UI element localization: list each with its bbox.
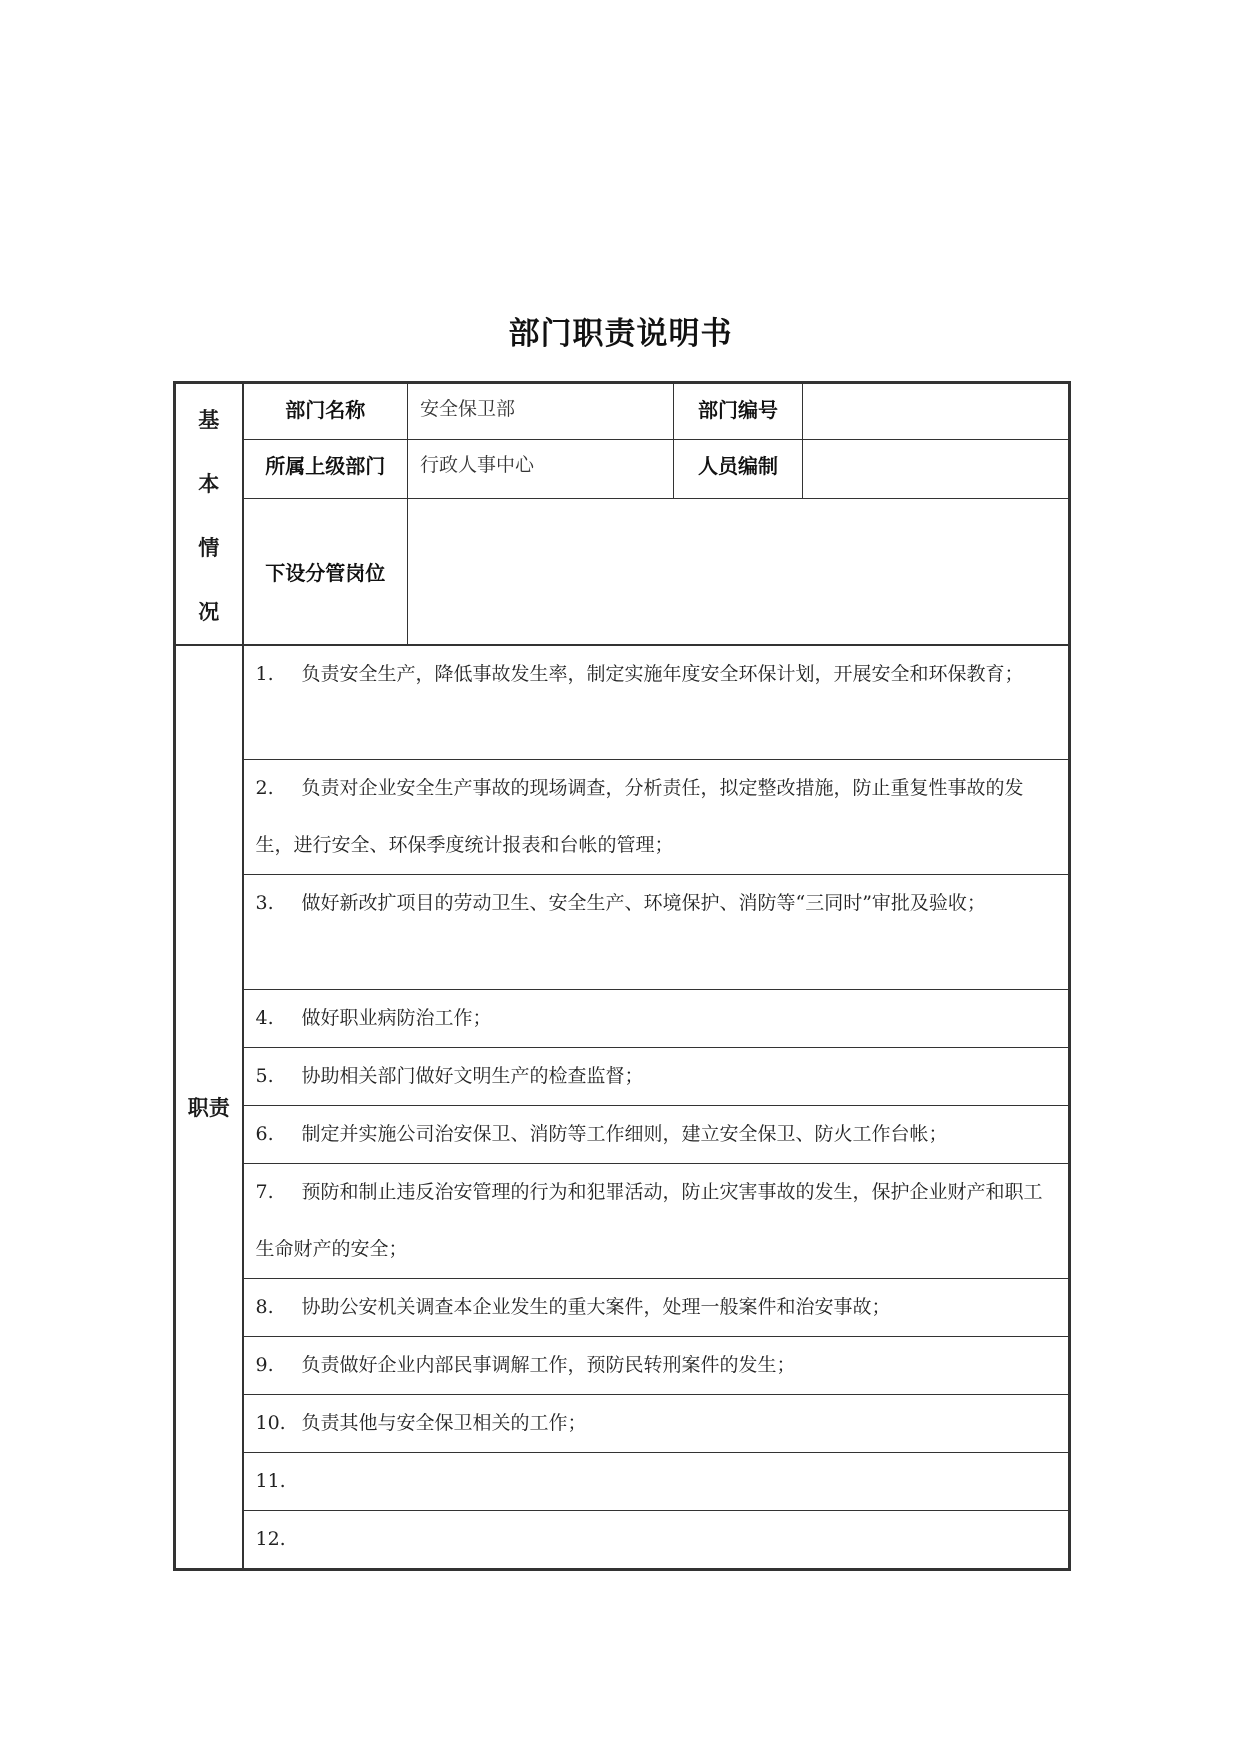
- dept-code-label: 部门编号: [674, 383, 803, 440]
- duties-section-label: 职责: [175, 645, 243, 1569]
- duty-item: 9. 负责做好企业内部民事调解工作，预防民转刑案件的发生；: [243, 1336, 1070, 1394]
- duty-item: 10. 负责其他与安全保卫相关的工作；: [243, 1394, 1070, 1452]
- page-title: 部门职责说明书: [508, 316, 733, 352]
- basic-info-section-label: 基本情况: [175, 383, 243, 646]
- staffing-label: 人员编制: [674, 440, 803, 498]
- dept-name-value[interactable]: 安全保卫部: [408, 383, 674, 440]
- duty-item: 4. 做好职业病防治工作；: [243, 989, 1070, 1047]
- duty-item[interactable]: 12.: [243, 1510, 1070, 1569]
- sub-positions-value[interactable]: [408, 498, 1070, 645]
- dept-code-value[interactable]: [803, 383, 1070, 440]
- department-responsibility-table: [173, 381, 1071, 1571]
- duty-item: 7. 预防和制止违反治安管理的行为和犯罪活动，防止灾害事故的发生，保护企业财产和职工生命财产的安全；: [243, 1163, 1070, 1278]
- duty-item: 1. 负责安全生产，降低事故发生率，制定实施年度安全环保计划，开展安全和环保教育；: [243, 645, 1070, 759]
- duty-item: 8. 协助公安机关调查本企业发生的重大案件，处理一般案件和治安事故；: [243, 1278, 1070, 1336]
- duty-item: 6. 制定并实施公司治安保卫、消防等工作细则，建立安全保卫、防火工作台帐；: [243, 1105, 1070, 1163]
- dept-name-label: 部门名称: [243, 383, 408, 440]
- staffing-value[interactable]: [803, 440, 1070, 498]
- duty-item: 5. 协助相关部门做好文明生产的检查监督；: [243, 1047, 1070, 1105]
- duty-item[interactable]: 11.: [243, 1452, 1070, 1510]
- parent-dept-label: 所属上级部门: [243, 440, 408, 498]
- parent-dept-value[interactable]: 行政人事中心: [408, 440, 674, 498]
- duty-item: 3. 做好新改扩项目的劳动卫生、安全生产、环境保护、消防等“三同时”审批及验收；: [243, 874, 1070, 989]
- duty-item: 2. 负责对企业安全生产事故的现场调查，分析责任，拟定整改措施，防止重复性事故的发生，进行安全、环保季度统计报表和台帐的管理；: [243, 759, 1070, 874]
- sub-positions-label: 下设分管岗位: [243, 498, 408, 645]
